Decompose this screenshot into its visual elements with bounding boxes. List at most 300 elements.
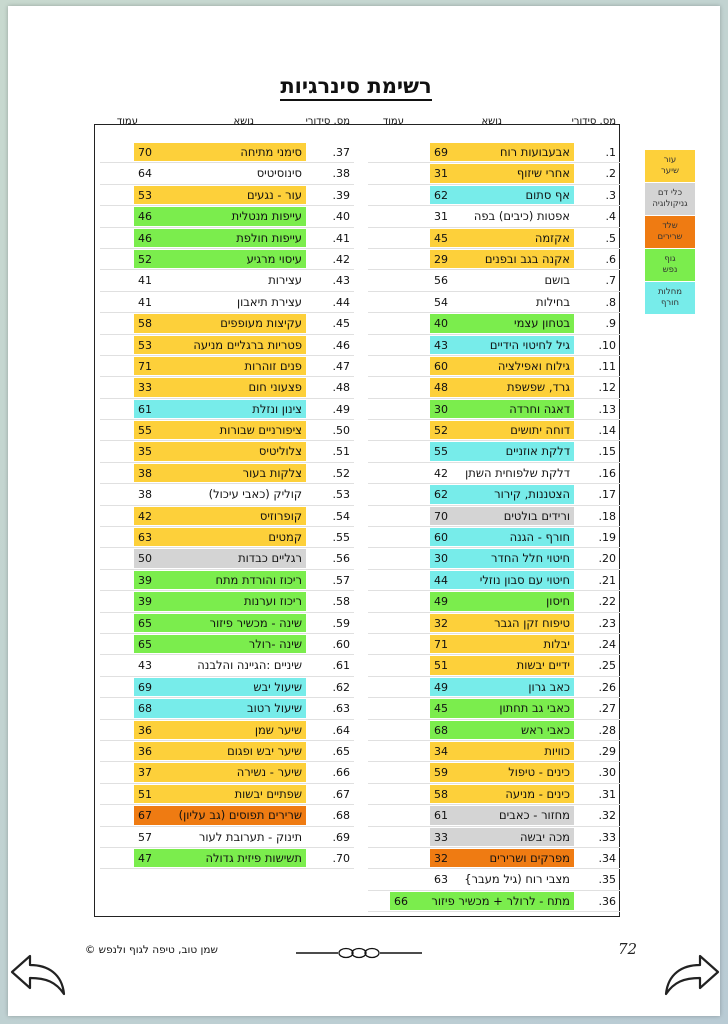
row-page: 63 — [434, 873, 448, 887]
row-topic: כאב גרון — [528, 679, 570, 694]
row-number: 9. — [605, 317, 616, 331]
row-topic: דוחה יתושים — [510, 423, 570, 438]
row-number: 42. — [332, 252, 350, 266]
row-number: 15. — [598, 445, 616, 459]
row-topic: מפרקים ושרירים — [489, 850, 570, 865]
row-number: 19. — [598, 531, 616, 545]
index-row[interactable] — [100, 591, 354, 612]
index-row[interactable] — [100, 634, 354, 655]
row-topic: גילוח ואפילציה — [497, 358, 570, 373]
row-topic: כאבי גב תחתון — [499, 701, 570, 716]
index-row[interactable] — [368, 869, 620, 890]
row-topic: צינון ונזלת — [252, 401, 302, 416]
index-row[interactable] — [368, 313, 620, 334]
column-header — [368, 112, 620, 142]
row-page: 32 — [434, 851, 448, 865]
row-page: 31 — [434, 210, 448, 224]
row-number: 23. — [598, 616, 616, 630]
index-row[interactable] — [368, 441, 620, 462]
row-page: 45 — [434, 231, 448, 245]
row-page: 69 — [434, 146, 448, 159]
row-number: 18. — [598, 509, 616, 523]
row-number: 68. — [332, 809, 350, 823]
row-page: 51 — [138, 787, 152, 801]
page-number: 72 — [618, 940, 638, 958]
row-number: 34. — [598, 851, 616, 865]
row-number: 4. — [605, 210, 616, 224]
row-page: 49 — [434, 680, 448, 694]
row-topic: אחרי שיזוף — [516, 166, 570, 181]
index-row[interactable] — [100, 698, 354, 719]
row-topic: אפטות (כיבים) בפה — [473, 209, 570, 224]
index-row[interactable] — [100, 720, 354, 741]
index-row[interactable] — [100, 249, 354, 270]
index-row[interactable] — [368, 420, 620, 441]
row-topic: ציפורניים שבורות — [219, 423, 302, 438]
row-topic: אקזמה — [534, 230, 570, 245]
row-number: 67. — [332, 787, 350, 801]
forward-arrow-icon[interactable] — [660, 950, 722, 998]
header-topic: נושא — [233, 116, 254, 127]
color-legend — [645, 150, 695, 315]
row-number: 47. — [332, 359, 350, 373]
row-number: 2. — [605, 167, 616, 181]
row-page: 47 — [138, 851, 152, 865]
row-page: 29 — [434, 252, 448, 266]
row-page: 41 — [138, 274, 152, 288]
row-page: 55 — [434, 445, 448, 459]
row-number: 22. — [598, 595, 616, 609]
header-serial: מס. סידורי — [305, 116, 350, 127]
row-number: 6. — [605, 252, 616, 266]
row-number: 35. — [598, 873, 616, 887]
row-number: 21. — [598, 573, 616, 587]
row-number: 45. — [332, 317, 350, 331]
row-number: 24. — [598, 637, 616, 651]
row-page: 36 — [138, 723, 152, 737]
index-column-right — [368, 112, 620, 912]
row-page: 38 — [138, 488, 152, 502]
row-number: 56. — [332, 552, 350, 566]
row-number: 14. — [598, 424, 616, 438]
row-number: 30. — [598, 766, 616, 780]
index-row[interactable] — [368, 591, 620, 612]
row-topic: גרד, שפשפת — [506, 380, 570, 395]
row-page: 33 — [138, 381, 152, 395]
index-row[interactable] — [100, 613, 354, 634]
row-page: 70 — [138, 146, 152, 159]
row-page: 69 — [138, 680, 152, 694]
row-topic: מצבי רוח (גיל מעבר} — [464, 872, 570, 887]
legend-item: שלד שרירים — [645, 216, 695, 248]
row-page: 63 — [138, 531, 152, 545]
row-topic: שיער יבש ופגום — [227, 743, 302, 758]
row-page: 71 — [138, 359, 152, 373]
index-row[interactable] — [368, 356, 620, 377]
row-number: 62. — [332, 680, 350, 694]
row-page: 48 — [434, 381, 448, 395]
row-page: 46 — [138, 210, 152, 224]
row-topic: עצירת תיאבון — [236, 294, 302, 309]
row-topic: הצטננות, קירור — [494, 487, 570, 502]
row-topic: ידיים יבשות — [516, 658, 570, 673]
row-topic: בושם — [544, 273, 570, 288]
row-number: 69. — [332, 830, 350, 844]
index-row[interactable] — [368, 463, 620, 484]
index-row[interactable] — [100, 292, 354, 313]
row-topic: כאבי ראש — [521, 722, 570, 737]
index-row[interactable] — [368, 163, 620, 184]
header-page: עמוד — [116, 116, 138, 127]
row-page: 43 — [434, 338, 448, 352]
row-number: 58. — [332, 595, 350, 609]
row-number: 70. — [332, 851, 350, 865]
row-number: 50. — [332, 424, 350, 438]
row-number: 27. — [598, 702, 616, 716]
index-row[interactable] — [100, 377, 354, 398]
row-page: 37 — [138, 766, 152, 780]
row-topic: יבלות — [543, 636, 570, 651]
row-number: 44. — [332, 295, 350, 309]
row-topic: עייפות מנטלית — [231, 209, 302, 224]
row-topic: שיעול רטוב — [247, 701, 302, 716]
row-page: 55 — [138, 424, 152, 438]
row-number: 60. — [332, 637, 350, 651]
row-page: 50 — [138, 552, 152, 566]
row-number: 1. — [605, 146, 616, 159]
index-row[interactable] — [100, 142, 354, 163]
row-number: 48. — [332, 381, 350, 395]
row-page: 53 — [138, 338, 152, 352]
row-number: 59. — [332, 616, 350, 630]
row-page: 43 — [138, 659, 152, 673]
row-number: 31. — [598, 787, 616, 801]
index-row[interactable] — [368, 634, 620, 655]
row-number: 36. — [598, 894, 616, 908]
row-topic: בחילות — [536, 294, 570, 309]
row-number: 33. — [598, 830, 616, 844]
row-number: 46. — [332, 338, 350, 352]
index-row[interactable] — [100, 570, 354, 591]
row-number: 43. — [332, 274, 350, 288]
index-row[interactable] — [100, 848, 354, 869]
index-row[interactable] — [368, 805, 620, 826]
row-number: 54. — [332, 509, 350, 523]
index-row[interactable] — [100, 313, 354, 334]
row-number: 29. — [598, 744, 616, 758]
row-page: 33 — [434, 830, 448, 844]
row-page: 70 — [434, 509, 448, 523]
row-number: 28. — [598, 723, 616, 737]
row-topic: שינה - מכשיר פיזור — [209, 615, 302, 630]
row-page: 44 — [434, 573, 448, 587]
index-row[interactable] — [368, 484, 620, 505]
row-topic: מכה יבשה — [520, 829, 570, 844]
row-page: 51 — [434, 659, 448, 673]
row-topic: דלקת אוזניים — [505, 444, 570, 459]
index-row[interactable] — [368, 762, 620, 783]
row-page: 61 — [138, 402, 152, 416]
row-number: 57. — [332, 573, 350, 587]
index-row[interactable] — [368, 228, 620, 249]
row-number: 10. — [598, 338, 616, 352]
column-header — [100, 112, 354, 142]
row-topic: מחזור - כאבים — [498, 808, 570, 823]
row-topic: פנים זוהרות — [244, 358, 302, 373]
row-page: 31 — [434, 167, 448, 181]
row-page: 46 — [138, 231, 152, 245]
row-number: 11. — [598, 359, 616, 373]
row-topic: גיל לחיטוי הידיים — [489, 337, 570, 352]
row-topic: שיער שמן — [254, 722, 302, 737]
row-page: 61 — [434, 809, 448, 823]
index-row[interactable] — [100, 741, 354, 762]
index-row[interactable] — [368, 548, 620, 569]
index-row[interactable] — [368, 827, 620, 848]
row-topic: ורידים בולטים — [503, 508, 570, 523]
row-page: 56 — [434, 274, 448, 288]
row-page: 30 — [434, 402, 448, 416]
row-page: 68 — [434, 723, 448, 737]
row-page: 54 — [434, 295, 448, 309]
ornament-divider-icon — [296, 946, 422, 960]
row-page: 67 — [138, 809, 152, 823]
row-number: 3. — [605, 188, 616, 202]
row-topic: ריכוז והורדת מתח — [215, 572, 302, 587]
row-number: 32. — [598, 809, 616, 823]
row-number: 16. — [598, 466, 616, 480]
row-number: 39. — [332, 188, 350, 202]
row-topic: ריכוז וערנות — [243, 594, 302, 609]
copyright-text: שמן טוב, טיפה לגוף ולנפש © — [84, 944, 218, 956]
row-topic: קוליק (כאבי עיכול) — [208, 487, 302, 502]
index-row[interactable] — [368, 848, 620, 869]
row-topic: קופרוזיס — [259, 508, 302, 523]
row-number: 25. — [598, 659, 616, 673]
row-topic: כוויות — [544, 743, 570, 758]
row-topic: מתח - לרולר + מכשיר פיזור — [431, 893, 570, 908]
index-row[interactable] — [100, 677, 354, 698]
index-row[interactable] — [368, 891, 620, 912]
row-topic: עיסוי מרגיע — [246, 251, 302, 266]
row-topic: פצעוני חום — [248, 380, 302, 395]
index-row[interactable] — [368, 570, 620, 591]
index-row[interactable] — [368, 698, 620, 719]
row-number: 49. — [332, 402, 350, 416]
index-row[interactable] — [368, 741, 620, 762]
row-page: 68 — [138, 702, 152, 716]
row-page: 59 — [434, 766, 448, 780]
index-row[interactable] — [100, 270, 354, 291]
row-page: 60 — [434, 531, 448, 545]
header-topic: נושא — [481, 116, 502, 127]
legend-item: מחלות חורף — [645, 282, 695, 314]
row-number: 40. — [332, 210, 350, 224]
row-topic: שינה -רולר — [248, 636, 302, 651]
row-number: 51. — [332, 445, 350, 459]
index-row[interactable] — [368, 784, 620, 805]
row-page: 41 — [138, 295, 152, 309]
row-topic: אבעבועות רוח — [500, 145, 570, 159]
index-row[interactable] — [100, 784, 354, 805]
row-page: 35 — [138, 445, 152, 459]
row-topic: שפתיים יבשות — [234, 786, 302, 801]
row-number: 61. — [332, 659, 350, 673]
row-topic: אף סתום — [525, 187, 570, 202]
page-title: רשימת סינרגיות — [0, 74, 712, 98]
row-topic: חורף - הגנה — [509, 530, 570, 545]
row-topic: אקנה בגב ובפנים — [484, 251, 570, 266]
row-topic: כינים - מניעה — [505, 786, 570, 801]
row-number: 38. — [332, 167, 350, 181]
row-topic: עור - נגעים — [246, 187, 302, 202]
row-topic: עצירות — [268, 273, 302, 288]
row-page: 49 — [434, 595, 448, 609]
row-topic: צלקות בעור — [242, 465, 302, 480]
row-page: 39 — [138, 573, 152, 587]
row-topic: טיפוח זקן הגבר — [494, 615, 570, 630]
index-row[interactable] — [100, 655, 354, 676]
index-row[interactable] — [368, 506, 620, 527]
row-number: 17. — [598, 488, 616, 502]
row-topic: סימני מתיחה — [240, 145, 302, 159]
row-number: 5. — [605, 231, 616, 245]
index-row[interactable] — [368, 270, 620, 291]
row-topic: שרירים תפוסים (גב עליון) — [178, 808, 302, 823]
index-row[interactable] — [100, 441, 354, 462]
row-number: 66. — [332, 766, 350, 780]
row-topic: חיסון — [546, 594, 570, 609]
row-topic: צלוליטיס — [258, 444, 302, 459]
row-number: 37. — [332, 146, 350, 159]
index-row[interactable] — [100, 827, 354, 848]
row-topic: דאגה וחרדה — [509, 401, 570, 416]
index-row[interactable] — [100, 335, 354, 356]
row-topic: חיטוי עם סבון נוזלי — [479, 572, 570, 587]
row-page: 62 — [434, 488, 448, 502]
index-row[interactable] — [100, 805, 354, 826]
index-row[interactable] — [368, 249, 620, 270]
row-number: 63. — [332, 702, 350, 716]
index-row[interactable] — [100, 548, 354, 569]
row-topic: פטריות ברגליים מניעה — [193, 337, 302, 352]
row-topic: סינוסיטיס — [256, 166, 302, 181]
index-row[interactable] — [100, 463, 354, 484]
row-topic: כינים - טיפול — [508, 765, 570, 780]
index-row[interactable] — [368, 527, 620, 548]
index-row[interactable] — [100, 356, 354, 377]
index-row[interactable] — [368, 377, 620, 398]
row-topic: בטחון עצמי — [514, 316, 570, 331]
row-topic: עייפות חולפת — [236, 230, 302, 245]
row-page: 36 — [138, 744, 152, 758]
index-row[interactable] — [368, 142, 620, 163]
row-page: 30 — [434, 552, 448, 566]
row-number: 55. — [332, 531, 350, 545]
row-page: 45 — [434, 702, 448, 716]
row-page: 62 — [434, 188, 448, 202]
row-page: 52 — [434, 424, 448, 438]
row-topic: קמטים — [268, 530, 302, 545]
index-row[interactable] — [100, 762, 354, 783]
row-page: 42 — [138, 509, 152, 523]
index-row[interactable] — [368, 613, 620, 634]
row-topic: שיעול יבש — [253, 679, 302, 694]
row-page: 53 — [138, 188, 152, 202]
index-row[interactable] — [368, 335, 620, 356]
row-page: 40 — [434, 317, 448, 331]
row-number: 20. — [598, 552, 616, 566]
row-topic: דלקת שלפוחית השתן — [465, 465, 570, 480]
index-column-left — [100, 112, 354, 869]
row-page: 66 — [394, 894, 408, 908]
header-serial: מס. סידורי — [571, 116, 616, 127]
index-row[interactable] — [368, 206, 620, 227]
row-page: 52 — [138, 252, 152, 266]
row-number: 12. — [598, 381, 616, 395]
row-number: 52. — [332, 466, 350, 480]
index-row[interactable] — [368, 185, 620, 206]
index-row[interactable] — [100, 506, 354, 527]
legend-item: עור שיער — [645, 150, 695, 182]
row-topic: חיטוי חלל החדר — [491, 551, 570, 566]
row-page: 58 — [434, 787, 448, 801]
row-number: 26. — [598, 680, 616, 694]
row-page: 71 — [434, 637, 448, 651]
index-row[interactable] — [100, 163, 354, 184]
row-page: 64 — [138, 167, 152, 181]
row-page: 60 — [434, 359, 448, 373]
row-page: 65 — [138, 637, 152, 651]
row-number: 8. — [605, 295, 616, 309]
row-topic: שיער - נשירה — [236, 765, 302, 780]
row-topic: תשישות פיזית גדולה — [205, 850, 302, 865]
row-page: 57 — [138, 830, 152, 844]
index-row[interactable] — [100, 206, 354, 227]
legend-item: כלי דם גניקולוגיה — [645, 183, 695, 215]
index-row[interactable] — [368, 655, 620, 676]
row-number: 64. — [332, 723, 350, 737]
row-number: 41. — [332, 231, 350, 245]
row-page: 65 — [138, 616, 152, 630]
row-topic: תינוק - תערובת לעור — [198, 829, 302, 844]
index-row[interactable] — [368, 399, 620, 420]
index-row[interactable] — [100, 527, 354, 548]
row-page: 39 — [138, 595, 152, 609]
back-arrow-icon[interactable] — [8, 950, 70, 998]
index-row[interactable] — [368, 677, 620, 698]
row-topic: רגליים כבדות — [238, 551, 302, 566]
row-page: 38 — [138, 466, 152, 480]
index-row[interactable] — [368, 292, 620, 313]
row-topic: עקיצות מעופפים — [220, 316, 302, 331]
row-page: 58 — [138, 317, 152, 331]
index-row[interactable] — [100, 185, 354, 206]
row-number: 53. — [332, 488, 350, 502]
index-row[interactable] — [100, 484, 354, 505]
legend-item: גוף נפש — [645, 249, 695, 281]
row-number: 13. — [598, 402, 616, 416]
index-row[interactable] — [100, 228, 354, 249]
row-number: 7. — [605, 274, 616, 288]
row-page: 34 — [434, 744, 448, 758]
index-row[interactable] — [368, 720, 620, 741]
index-row[interactable] — [100, 420, 354, 441]
row-number: 65. — [332, 744, 350, 758]
row-page: 32 — [434, 616, 448, 630]
index-row[interactable] — [100, 399, 354, 420]
row-page: 42 — [434, 466, 448, 480]
